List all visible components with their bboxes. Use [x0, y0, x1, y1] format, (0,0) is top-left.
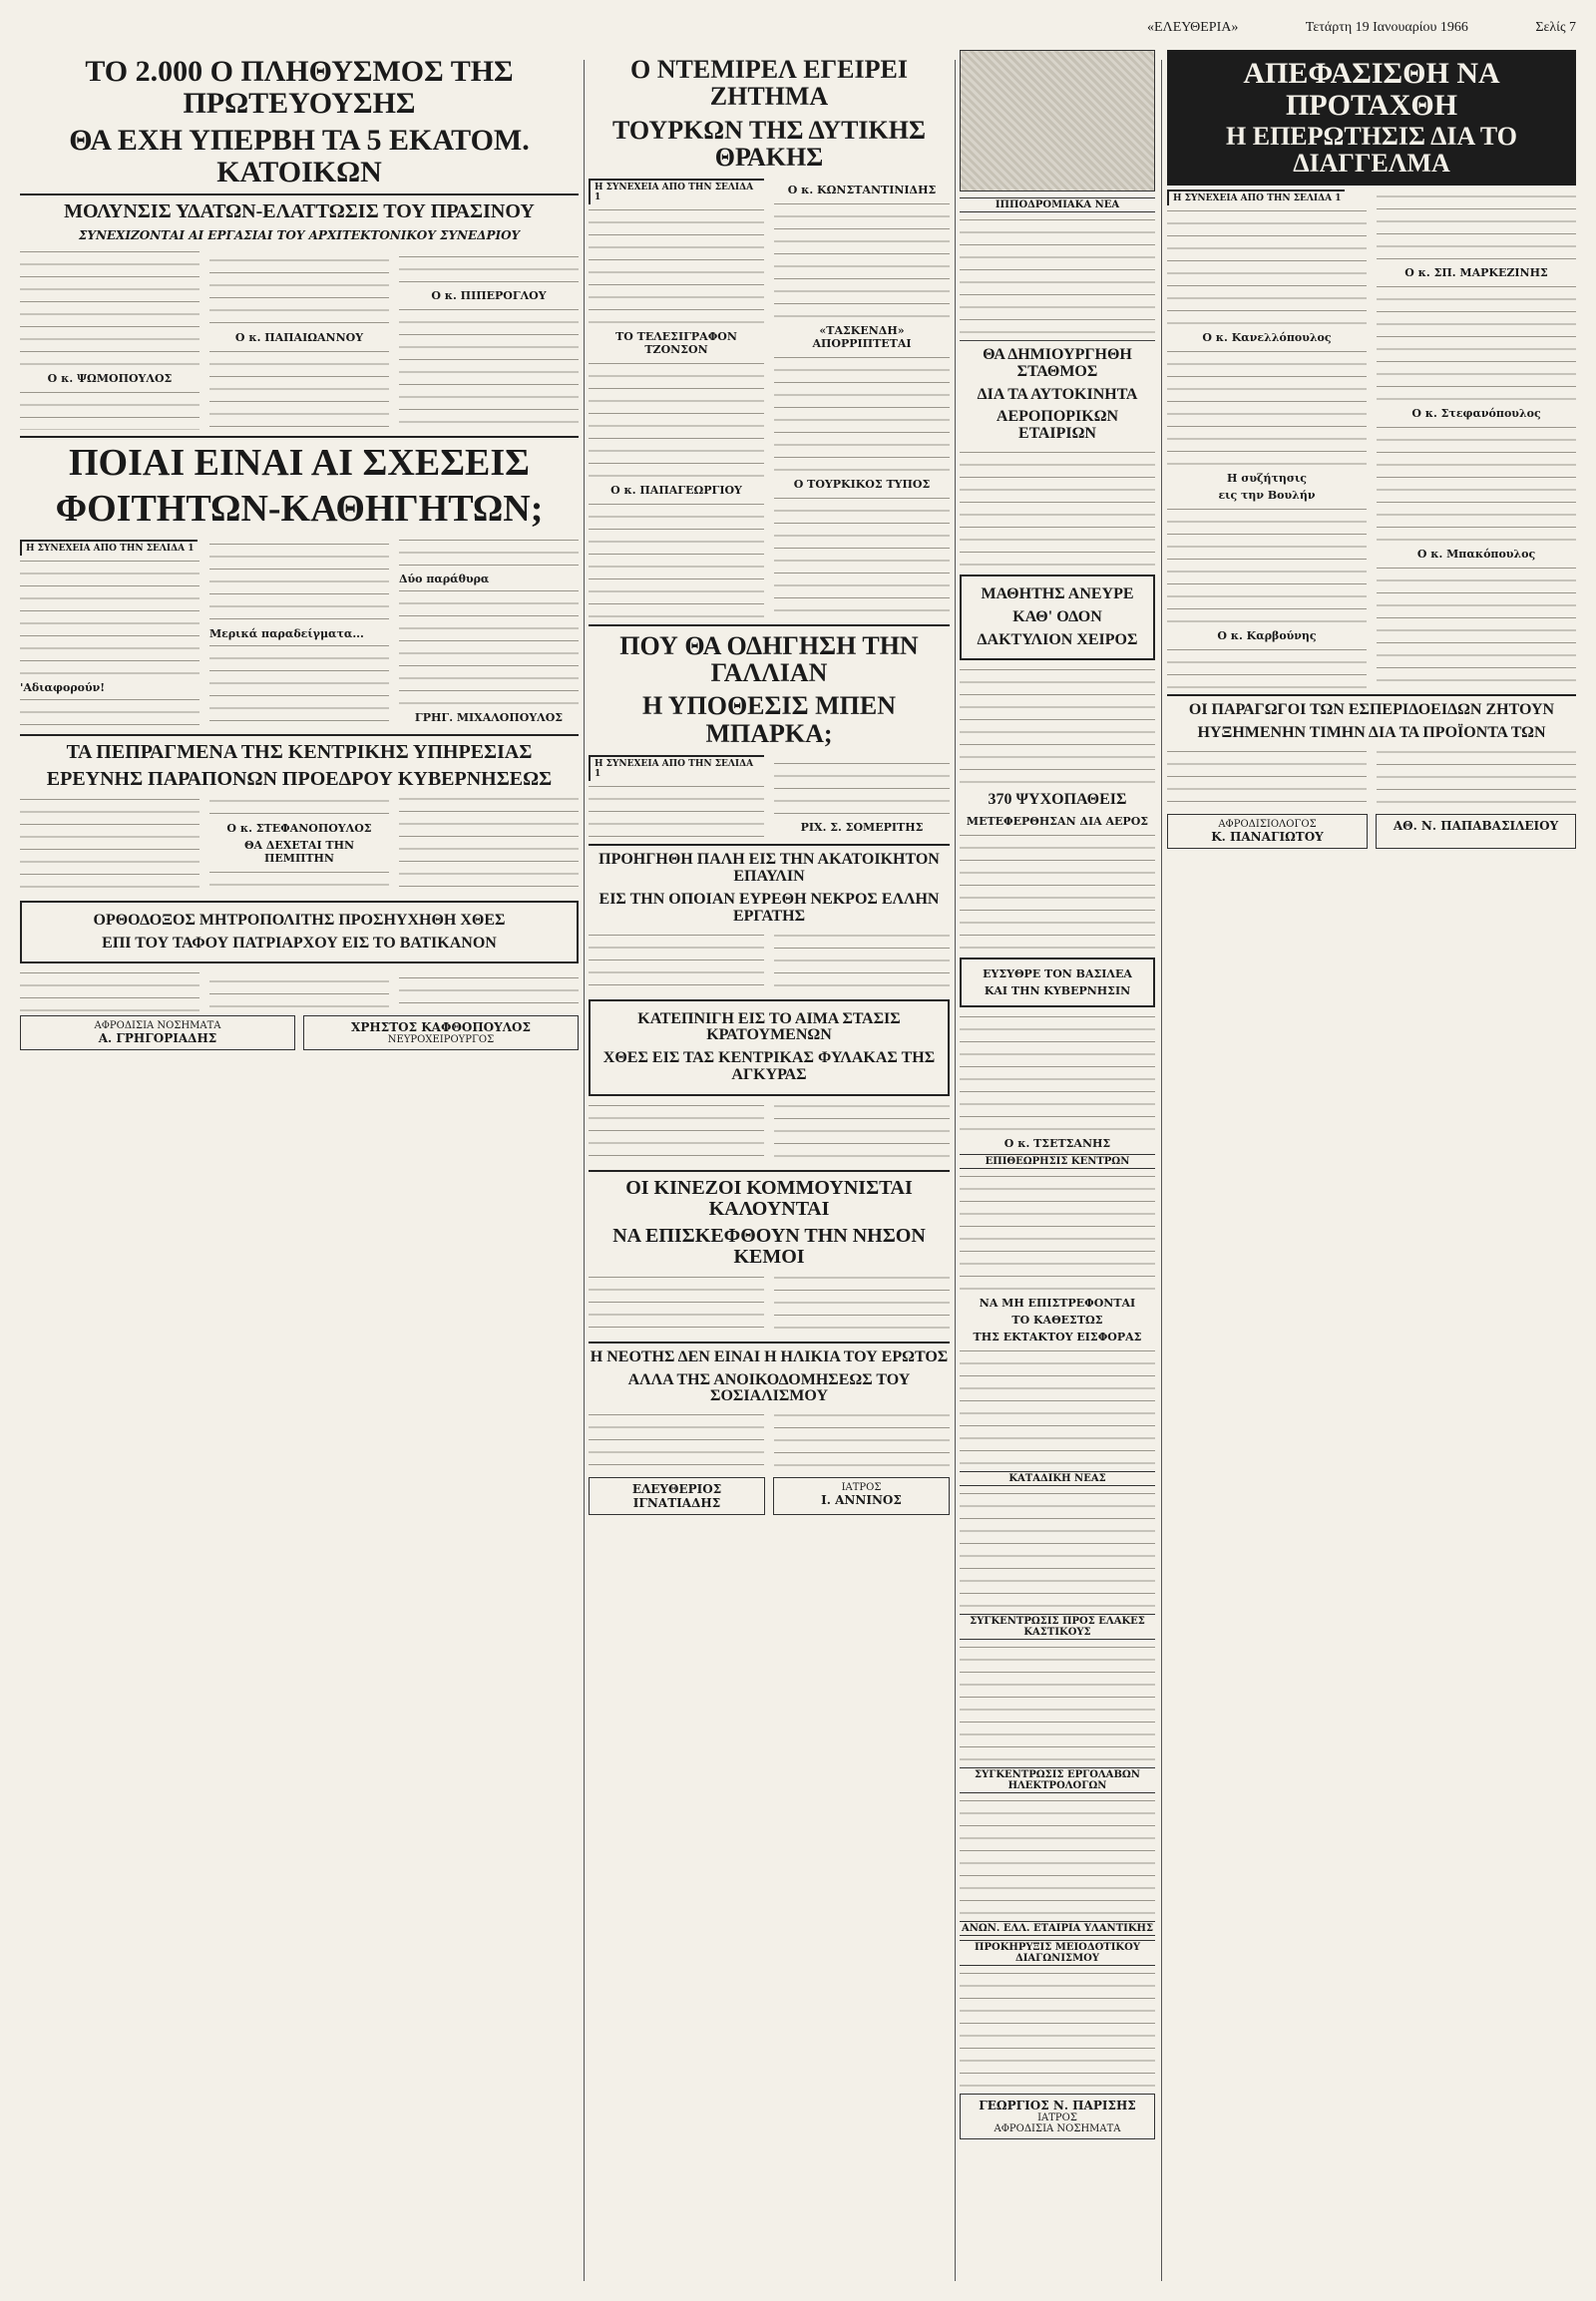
- article-text: [1377, 283, 1576, 403]
- byline: Ο κ. ΚΩΝΣΤΑΝΤΙΝΙΔΗΣ: [787, 183, 937, 196]
- byline: ΓΡΗΓ. ΜΙΧΑΛΟΠΟΥΛΟΣ: [414, 711, 564, 725]
- byline: εις την Βουλήν: [1218, 488, 1316, 502]
- advertisement: [1376, 814, 1576, 849]
- advertisement: [960, 2094, 1155, 2139]
- advertisement: [20, 1015, 295, 1050]
- section-heading: ΠΡΟΚΗΡΥΞΙΣ ΜΕΙΟΔΟΤΙΚΟΥ ΔΙΑΓΩΝΙΣΜΟΥ: [960, 1940, 1155, 1966]
- headline-banner: [1167, 50, 1576, 186]
- article-text: [960, 1797, 1155, 1917]
- headline: ΤΟ 2.000 Ο ΠΛΗΘΥΣΜΟΣ ΤΗΣ ΠΡΩΤΕΥΟΥΣΗΣ: [85, 55, 514, 120]
- column-3: [960, 50, 1155, 2281]
- headline: ΤΑ ΠΕΠΡΑΓΜΕΝΑ ΤΗΣ ΚΕΝΤΡΙΚΗΣ ΥΠΗΡΕΣΙΑΣ: [66, 741, 533, 764]
- issue-date: Τετάρτη 19 Ιανουαρίου 1966: [1305, 20, 1468, 35]
- headline: ΚΑΤΕΠΝΙΓΗ ΕΙΣ ΤΟ ΑΙΜΑ ΣΤΑΣΙΣ ΚΡΑΤΟΥΜΕΝΩΝ: [637, 1009, 901, 1044]
- headline: ΜΟΛΥΝΣΙΣ ΥΔΑΤΩΝ-ΕΛΑΤΤΩΣΙΣ ΤΟΥ ΠΡΑΣΙΝΟΥ: [64, 200, 535, 222]
- article-text: [960, 1490, 1155, 1610]
- byline: Ο κ. ΠΑΠΑΓΕΩΡΓΙΟΥ: [610, 484, 742, 498]
- section-heading: ΚΑΤΑΔΙΚΗ ΝΕΑΣ: [960, 1471, 1155, 1486]
- headline: ΕΙΣ ΤΗΝ ΟΠΟΙΑΝ ΕΥΡΕΘΗ ΝΕΚΡΟΣ ΕΛΛΗΝ ΕΡΓΑΤΗΣ: [598, 890, 940, 925]
- divider: [589, 1342, 950, 1343]
- article-text: [774, 354, 950, 474]
- column-rule: [955, 60, 956, 2281]
- ad-name: ΕΛΕΥΘΕΡΙΟΣ ΙΓΝΑΤΙΑΔΗΣ: [631, 1482, 722, 1511]
- byline: Ο ΤΟΥΡΚΙΚΟΣ ΤΥΠΟΣ: [793, 477, 931, 491]
- divider: [20, 734, 579, 736]
- headline: ΘΑ ΕΧΗ ΥΠΕΡΒΗ ΤΑ 5 ΕΚΑΤΟΜ. ΚΑΤΟΙΚΩΝ: [69, 124, 530, 189]
- headline-box: [960, 958, 1155, 1007]
- article-text: [20, 248, 200, 368]
- headline: ΟΙ ΠΑΡΑΓΩΓΟΙ ΤΩΝ ΕΣΠΕΡΙΔΟΕΙΔΩΝ ΖΗΤΟΥΝ: [1188, 701, 1555, 719]
- article-body: [589, 177, 950, 618]
- article-text: [1167, 748, 1576, 810]
- article-text: [399, 306, 579, 426]
- article-body: [589, 1411, 950, 1473]
- divider: [20, 436, 579, 438]
- column-rule: [584, 60, 585, 2281]
- advertisement: [773, 1477, 950, 1515]
- subhead: Δύο παράθυρα: [399, 573, 490, 586]
- headline: ΜΕΤΕΦΕΡΘΗΣΑΝ ΔΙΑ ΑΕΡΟΣ: [966, 815, 1149, 829]
- headline: ΑΕΡΟΠΟΡΙΚΩΝ ΕΤΑΙΡΙΩΝ: [996, 408, 1119, 443]
- advertisement: [303, 1015, 579, 1050]
- divider: [1167, 694, 1576, 696]
- ads-row: [1167, 810, 1576, 853]
- article-body: [20, 796, 579, 894]
- article-text: [960, 832, 1155, 952]
- article-text: [960, 1644, 1155, 1763]
- byline: ΘΑ ΔΕΧΕΤΑΙ ΤΗΝ ΠΕΜΠΤΗΝ: [243, 839, 355, 866]
- divider: [960, 340, 1155, 341]
- headline: Η ΕΠΕΡΩΤΗΣΙΣ ΔΙΑ ΤΟ ΔΙΑΓΓΕΛΜΑ: [1226, 122, 1517, 179]
- article-text: [399, 587, 579, 707]
- article-text: [1377, 424, 1576, 544]
- article-text: [589, 1411, 950, 1473]
- headline: ΜΑΘΗΤΗΣ ΑΝΕΥΡΕ: [981, 584, 1134, 602]
- headline: ΚΑΙ ΤΗΝ ΚΥΒΕΡΝΗΣΙΝ: [984, 984, 1131, 998]
- ad-title: ΙΑΤΡΟΣ: [841, 1482, 882, 1494]
- ad-title: ΙΑΤΡΟΣ: [1037, 2112, 1077, 2124]
- byline: Ο κ. ΣΠ. ΜΑΡΚΕΖΙΝΗΣ: [1404, 266, 1548, 280]
- article-body: [589, 1274, 950, 1336]
- page-number: Σελίς 7: [1535, 20, 1576, 35]
- headline: ΔΙΑ ΤΑ ΑΥΤΟΚΙΝΗΤΑ: [977, 385, 1138, 403]
- article-body: [589, 1102, 950, 1164]
- divider: [20, 193, 579, 195]
- byline: Ο κ. ΤΣΕΤΣΑΝΗΣ: [1003, 1137, 1111, 1151]
- byline: «ΤΑΣΚΕΝΔΗ» ΑΠΟΡΡΙΠΤΕΤΑΙ: [812, 323, 912, 350]
- ads-row: [20, 1011, 579, 1054]
- article-text: [589, 1274, 950, 1336]
- headline-box: [960, 575, 1155, 660]
- continued-tag: Η ΣΥΝΕΧΕΙΑ ΑΠΟ ΤΗΝ ΣΕΛΙΔΑ 1: [589, 755, 764, 781]
- ad-name: Ι. ΑΝΝΙΝΟΣ: [821, 1493, 902, 1508]
- ad-title: ΑΦΡΟΔΙΣΙΟΛΟΓΟΣ: [1218, 818, 1317, 830]
- ad-name: ΑΘ. Ν. ΠΑΠΑΒΑΣΙΛΕΙΟΥ: [1393, 818, 1559, 833]
- section-heading: ΑΝΩΝ. ΕΛΛ. ΕΤΑΙΡΙΑ ΥΛΑΝΤΙΚΗΣ: [961, 1923, 1154, 1935]
- subhead: Μερικά παραδείγματα...: [209, 626, 364, 640]
- article-text: [960, 666, 1155, 786]
- continued-tag: Η ΣΥΝΕΧΕΙΑ ΑΠΟ ΤΗΝ ΣΕΛΙΔΑ 1: [20, 540, 198, 556]
- headline: Ο ΝΤΕΜΙΡΕΛ ΕΓΕΙΡΕΙ ΖΗΤΗΜΑ: [630, 55, 908, 112]
- article-text: [960, 1970, 1155, 2090]
- column-1: [20, 50, 579, 2281]
- divider: [589, 624, 950, 626]
- headline: ΠΡΟΗΓΗΘΗ ΠΑΛΗ ΕΙΣ ΤΗΝ ΑΚΑΤΟΙΚΗΤΟΝ ΕΠΑΥΛΙΝ: [598, 851, 940, 886]
- subheadline: ΣΥΝΕΧΙΖΟΝΤΑΙ ΑΙ ΕΡΓΑΣΙΑΙ ΤΟΥ ΑΡΧΙΤΕΚΤΟΝΙΚΟΥ ΣΥΝΕΔΡΙΟΥ: [78, 228, 521, 242]
- ad-name: Κ. ΠΑΝΑΓΙΩΤΟΥ: [1211, 829, 1324, 844]
- section-heading: ΣΥΓΚΕΝΤΡΩΣΙΣ ΠΡΟΣ ΕΛΑΚΕΣ ΚΑΣΤΙΚΟΥΣ: [960, 1614, 1155, 1640]
- headline: ΤΟΥΡΚΩΝ ΤΗΣ ΔΥΤΙΚΗΣ ΘΡΑΚΗΣ: [612, 115, 926, 172]
- headline: ΝΑ ΕΠΙΣΚΕΦΘΟΥΝ ΤΗΝ ΝΗΣΟΝ ΚΕΜΟΙ: [612, 1224, 926, 1268]
- headline: 370 ΨΥΧΟΠΑΘΕΙΣ: [988, 791, 1127, 809]
- headline-box: [20, 901, 579, 964]
- ad-title: ΝΕΥΡΟΧΕΙΡΟΥΡΓΟΣ: [387, 1033, 495, 1045]
- headline: ΑΠΕΦΑΣΙΣΘΗ ΝΑ ΠΡΟΤΑΧΘΗ: [1243, 57, 1500, 122]
- headline: ΘΑ ΔΗΜΙΟΥΡΓΗΘΗ ΣΤΑΘΜΟΣ: [983, 346, 1132, 380]
- headline: ΤΗΣ ΕΚΤΑΚΤΟΥ ΕΙΣΦΟΡΑΣ: [973, 1331, 1142, 1344]
- byline: Ο κ. ΠΑΠΑΙΩΑΝΝΟΥ: [234, 330, 364, 344]
- article-body: [589, 753, 950, 839]
- ad-name: ΧΡΗΣΤΟΣ ΚΑΦΘΟΠΟΥΛΟΣ: [351, 1019, 531, 1034]
- byline: Ο κ. ΠΙΠΕΡΟΓΛΟΥ: [431, 289, 547, 303]
- byline: Η συζήτησις: [1226, 471, 1307, 485]
- article-text: [960, 1173, 1155, 1293]
- advertisement: [1167, 814, 1368, 849]
- headline: ΕΡΕΥΝΗΣ ΠΑΡΑΠΟΝΩΝ ΠΡΟΕΔΡΟΥ ΚΥΒΕΡΝΗΣΕΩΣ: [46, 768, 553, 791]
- continued-tag: Η ΣΥΝΕΧΕΙΑ ΑΠΟ ΤΗΝ ΣΕΛΙΔΑ 1: [1167, 190, 1345, 205]
- byline: Ο κ. Κανελλόπουλος: [1202, 330, 1332, 344]
- section-heading: ΙΠΠΟΔΡΟΜΙΑΚΑ ΝΕΑ: [960, 197, 1155, 212]
- article-text: [589, 360, 764, 480]
- article-body: [20, 248, 579, 430]
- ad-title: ΑΦΡΟΔΙΣΙΑ ΝΟΣΗΜΑΤΑ: [94, 1019, 221, 1031]
- headline: Η ΥΠΟΘΕΣΙΣ ΜΠΕΝ ΜΠΑΡΚΑ;: [641, 691, 897, 748]
- article-body: [589, 932, 950, 993]
- article-text: [960, 449, 1155, 569]
- article-text: [1167, 207, 1367, 327]
- article-text: [1377, 565, 1576, 684]
- headline: ΚΑΘ' ΟΔΟΝ: [1012, 607, 1102, 625]
- article-text: [20, 969, 579, 1010]
- byline: Ο κ. Στεφανόπουλος: [1411, 407, 1541, 421]
- ad-title: ΑΦΡΟΔΙΣΙΑ ΝΟΣΗΜΑΤΑ: [994, 2123, 1121, 2135]
- ads-row: [589, 1473, 950, 1519]
- headline: ΦΟΙΤΗΤΩΝ-ΚΑΘΗΓΗΤΩΝ;: [55, 488, 544, 531]
- paper-name: «ΕΛΕΥΘΕΡΙΑ»: [1147, 20, 1239, 35]
- headline: ΠΟΥ ΘΑ ΟΔΗΓΗΣΗ ΤΗΝ ΓΑΛΛΙΑΝ: [619, 630, 919, 687]
- headline: ΟΙ ΚΙΝΕΖΟΙ ΚΟΜΜΟΥΝΙΣΤΑΙ ΚΑΛΟΥΝΤΑΙ: [625, 1176, 913, 1220]
- column-2: [589, 50, 950, 2281]
- section-heading: ΣΥΓΚΕΝΤΡΩΣΙΣ ΕΡΓΟΛΑΒΩΝ ΗΛΕΚΤΡΟΛΟΓΩΝ: [960, 1767, 1155, 1793]
- article-text: [774, 200, 950, 320]
- article-text: [20, 558, 200, 677]
- article-body: [1167, 186, 1576, 689]
- article-text: [589, 206, 764, 326]
- cartoon-illustration: [960, 50, 1155, 192]
- column-4: [1167, 50, 1576, 2281]
- article-text: [960, 1013, 1155, 1133]
- article-text: [589, 932, 950, 993]
- headline: ΔΑΚΤΥΛΙΟΝ ΧΕΙΡΟΣ: [977, 630, 1138, 648]
- advertisement: [589, 1477, 765, 1515]
- byline: Ο κ. ΨΩΜΟΠΟΥΛΟΣ: [47, 372, 173, 385]
- continued-tag: Η ΣΥΝΕΧΕΙΑ ΑΠΟ ΤΗΝ ΣΕΛΙΔΑ 1: [589, 179, 764, 204]
- article-text: [960, 216, 1155, 336]
- article-body: [20, 969, 579, 1010]
- article-text: [774, 495, 950, 614]
- headline: ΑΛΛΑ ΤΗΣ ΑΝΟΙΚΟΔΟΜΗΣΕΩΣ ΤΟΥ ΣΟΣΙΑΛΙΣΜΟΥ: [627, 1370, 911, 1405]
- headline: ΕΠΙ ΤΟΥ ΤΑΦΟΥ ΠΑΤΡΙΑΡΧΟΥ ΕΙΣ ΤΟ ΒΑΤΙΚΑΝΟΝ: [102, 934, 497, 952]
- byline: ΤΟ ΤΕΛΕΣΙΓΡΑΦΟΝ ΤΖΟΝΣΟΝ: [615, 330, 737, 357]
- article-text: [589, 1102, 950, 1164]
- headline: ΝΑ ΜΗ ΕΠΙΣΤΡΕΦΟΝΤΑΙ: [979, 1297, 1136, 1311]
- article-text: [1167, 348, 1367, 468]
- article-body: [20, 536, 579, 728]
- subhead: 'Αδιαφορούν!: [20, 681, 106, 695]
- headline-box: [589, 999, 950, 1096]
- divider: [589, 844, 950, 846]
- headline: Η ΝΕΟΤΗΣ ΔΕΝ ΕΙΝΑΙ Η ΗΛΙΚΙΑ ΤΟΥ ΕΡΩΤΟΣ: [590, 1347, 949, 1365]
- byline: Ο κ. ΣΤΕΦΑΝΟΠΟΥΛΟΣ: [226, 822, 372, 836]
- headline: ΤΟ ΚΑΘΕΣΤΩΣ: [1011, 1314, 1103, 1328]
- ad-name: Α. ΓΡΗΓΟΡΙΑΔΗΣ: [98, 1030, 217, 1045]
- column-rule: [1161, 60, 1162, 2281]
- masthead: [1147, 20, 1576, 40]
- headline: ΧΘΕΣ ΕΙΣ ΤΑΣ ΚΕΝΤΡΙΚΑΣ ΦΥΛΑΚΑΣ ΤΗΣ ΑΓΚΥΡΑΣ: [602, 1049, 936, 1083]
- article-text: [1167, 506, 1367, 625]
- byline: Ο κ. Μπακόπουλος: [1416, 548, 1536, 562]
- byline: Ο κ. Καρβούνης: [1217, 628, 1317, 642]
- headline: ΟΡΘΟΔΟΞΟΣ ΜΗΤΡΟΠΟΛΙΤΗΣ ΠΡΟΣΗΥΧΗΘΗ ΧΘΕΣ: [93, 911, 506, 929]
- section-heading: ΕΠΙΘΕΩΡΗΣΙΣ ΚΕΝΤΡΩΝ: [960, 1154, 1155, 1169]
- headline: ΕΥΣΥΘΡΕ ΤΟΝ ΒΑΣΙΛΕΑ: [983, 967, 1132, 981]
- headline: ΠΟΙΑΙ ΕΙΝΑΙ ΑΙ ΣΧΕΣΕΙΣ: [68, 442, 531, 485]
- article-text: [960, 1347, 1155, 1467]
- divider: [589, 1170, 950, 1172]
- headline: ΗΥΞΗΜΕΝΗΝ ΤΙΜΗΝ ΔΙΑ ΤΑ ΠΡΟΪΟΝΤΑ ΤΩΝ: [1197, 723, 1546, 741]
- article-body: [1167, 748, 1576, 810]
- byline: ΡΙΧ. Σ. ΣΟΜΕΡΙΤΗΣ: [800, 821, 924, 835]
- ad-name: ΓΕΩΡΓΙΟΣ Ν. ΠΑΡΙΣΗΣ: [979, 2099, 1136, 2113]
